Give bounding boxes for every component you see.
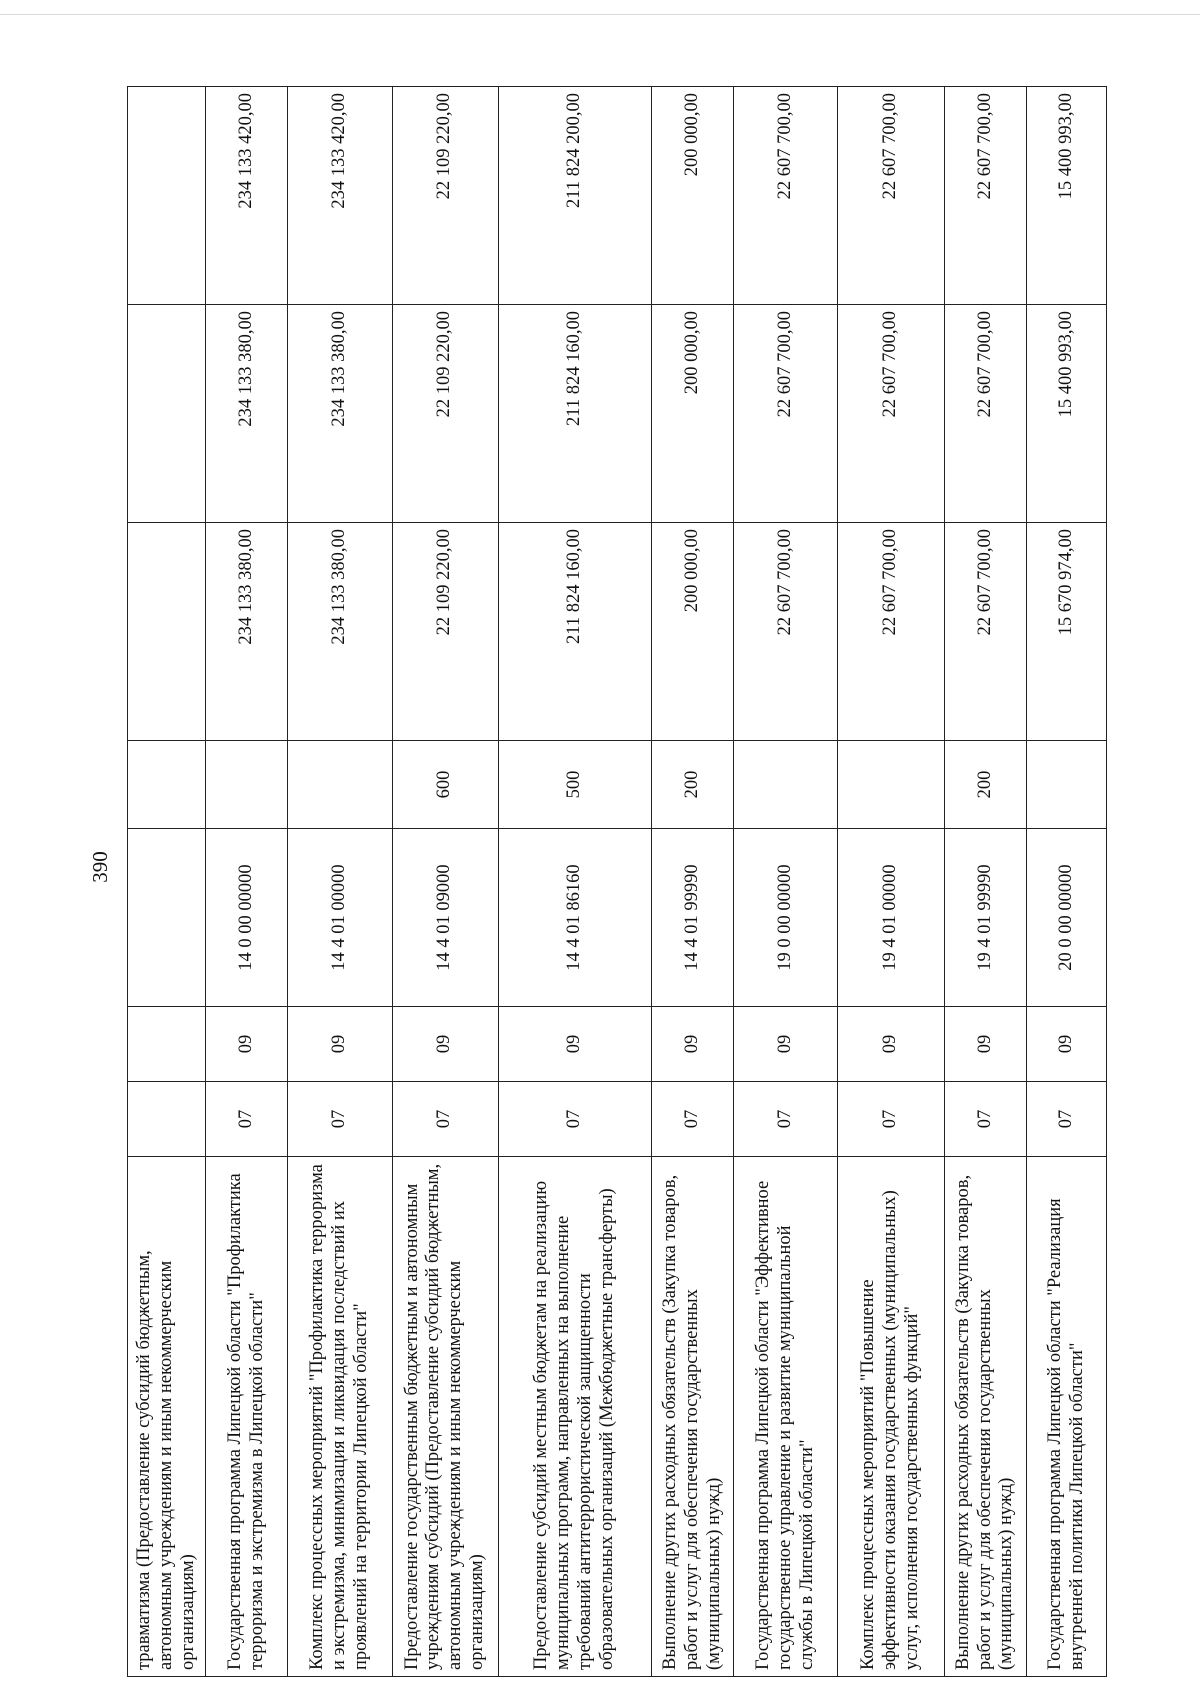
row-amount-3: 22 109 220,00 [392,87,498,305]
row-amount-3: 22 607 700,00 [838,87,944,305]
row-section: 07 [288,1082,392,1157]
table-row [944,87,1026,1677]
row-amount-3: 22 607 700,00 [734,87,838,305]
row-section: 07 [944,1082,1026,1157]
row-expense-type [734,741,838,829]
table-row [734,87,838,1677]
row-name: Выполнение других расходных обязательств (Закупка товаров, работ и услуг для обеспечения государственных (муниципальных) нужд) [944,1157,1026,1677]
budget-table [127,86,1107,1677]
row-amount-1: 200 000,00 [652,523,734,741]
row-amount-2: 15 400 993,00 [1027,305,1107,523]
row-subsection [128,1007,206,1082]
row-name: Государственная программа Липецкой области "Реализация внутренней политики Липецкой области" [1027,1157,1107,1677]
row-subsection: 09 [206,1007,288,1082]
table-row [499,87,652,1677]
row-section: 07 [1027,1082,1107,1157]
row-subsection: 09 [734,1007,838,1082]
row-amount-1 [128,523,206,741]
row-amount-1: 15 670 974,00 [1027,523,1107,741]
row-amount-3: 234 133 420,00 [288,87,392,305]
row-subsection: 09 [944,1007,1026,1082]
row-amount-2: 234 133 380,00 [288,305,392,523]
row-subsection: 09 [838,1007,944,1082]
row-name: травматизма (Предоставление субсидий бюджетным, автономным учреждениям и иным некоммерческим организациям) [128,1157,206,1677]
row-section: 07 [392,1082,498,1157]
row-expense-type [1027,741,1107,829]
row-target-code [128,829,206,1007]
row-section: 07 [838,1082,944,1157]
row-amount-2: 22 607 700,00 [838,305,944,523]
row-amount-3 [128,87,206,305]
row-name: Государственная программа Липецкой области "Эффективное государственное управление и развитие муниципальной службы в Липецкой области" [734,1157,838,1677]
row-amount-2: 211 824 160,00 [499,305,652,523]
row-expense-type: 600 [392,741,498,829]
row-expense-type: 500 [499,741,652,829]
row-amount-1: 22 109 220,00 [392,523,498,741]
rotated-budget-table [127,87,1107,1677]
table-row [1027,87,1107,1677]
page-top-rule [0,14,1200,15]
table-row [838,87,944,1677]
table-row [652,87,734,1677]
row-name: Выполнение других расходных обязательств (Закупка товаров, работ и услуг для обеспечения государственных (муниципальных) нужд) [652,1157,734,1677]
row-target-code: 14 0 00 00000 [206,829,288,1007]
row-target-code: 20 0 00 00000 [1027,829,1107,1007]
row-target-code: 14 4 01 99990 [652,829,734,1007]
row-amount-1: 211 824 160,00 [499,523,652,741]
table-row [128,87,206,1677]
row-amount-1: 22 607 700,00 [734,523,838,741]
row-name: Государственная программа Липецкой области "Профилактика терроризма и экстремизма в Липецкой области" [206,1157,288,1677]
row-expense-type [128,741,206,829]
row-section: 07 [652,1082,734,1157]
row-target-code: 19 4 01 00000 [838,829,944,1007]
table-row [288,87,392,1677]
row-subsection: 09 [1027,1007,1107,1082]
row-target-code: 19 0 00 00000 [734,829,838,1007]
row-target-code: 14 4 01 09000 [392,829,498,1007]
row-amount-2: 22 607 700,00 [944,305,1026,523]
row-amount-3: 200 000,00 [652,87,734,305]
row-amount-3: 15 400 993,00 [1027,87,1107,305]
row-subsection: 09 [392,1007,498,1082]
row-name: Предоставление государственным бюджетным и автономным учреждениям субсидий (Предоставление субсидий бюджетным, автономным учреждениям и иным некоммерческим организациям) [392,1157,498,1677]
row-amount-1: 234 133 380,00 [206,523,288,741]
table-row [392,87,498,1677]
row-subsection: 09 [499,1007,652,1082]
row-expense-type: 200 [652,741,734,829]
page-number: 390 [88,851,112,883]
row-amount-3: 22 607 700,00 [944,87,1026,305]
row-amount-2: 22 109 220,00 [392,305,498,523]
row-expense-type [288,741,392,829]
row-expense-type: 200 [944,741,1026,829]
row-subsection: 09 [652,1007,734,1082]
row-target-code: 19 4 01 99990 [944,829,1026,1007]
row-expense-type [206,741,288,829]
row-target-code: 14 4 01 00000 [288,829,392,1007]
row-section [128,1082,206,1157]
row-section: 07 [734,1082,838,1157]
row-amount-1: 22 607 700,00 [838,523,944,741]
row-section: 07 [499,1082,652,1157]
row-amount-2: 234 133 380,00 [206,305,288,523]
row-amount-1: 22 607 700,00 [944,523,1026,741]
row-amount-2 [128,305,206,523]
row-name: Комплекс процессных мероприятий "Профилактика терроризма и экстремизма, минимизация и ликвидация последствий их проявлений на территории Липецкой области" [288,1157,392,1677]
row-target-code: 14 4 01 86160 [499,829,652,1007]
row-section: 07 [206,1082,288,1157]
row-subsection: 09 [288,1007,392,1082]
row-amount-2: 22 607 700,00 [734,305,838,523]
row-name: Комплекс процессных мероприятий "Повышение эффективности оказания государственных (муниципальных) услуг, исполнения государственных функций" [838,1157,944,1677]
row-amount-1: 234 133 380,00 [288,523,392,741]
row-expense-type [838,741,944,829]
table-row [206,87,288,1677]
row-amount-2: 200 000,00 [652,305,734,523]
row-name: Предоставление субсидий местным бюджетам на реализацию муниципальных программ, направленных на выполнение требований антитеррористической защищенности образовательных организаций (Межбюджетные трансферты) [499,1157,652,1677]
row-amount-3: 234 133 420,00 [206,87,288,305]
row-amount-3: 211 824 200,00 [499,87,652,305]
